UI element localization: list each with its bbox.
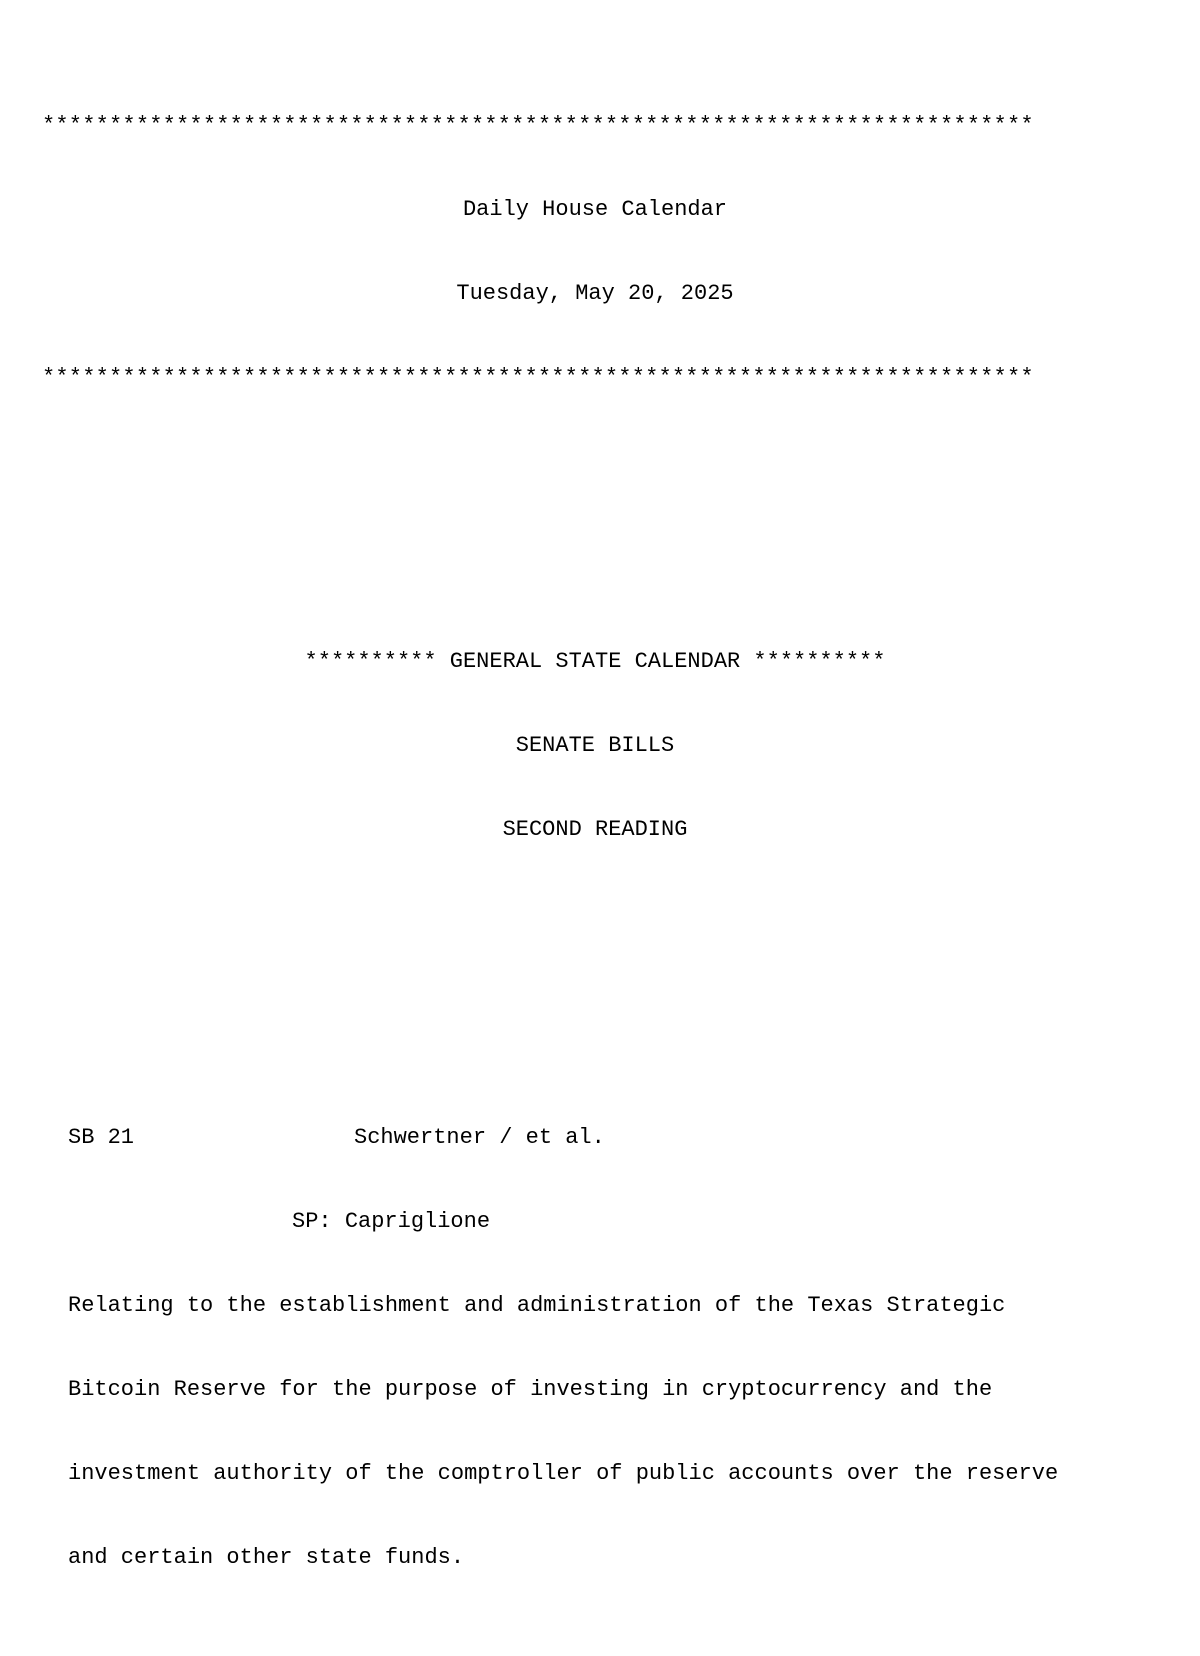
calendar-document <box>42 56 1192 1656</box>
bill-author: Schwertner / et al. <box>354 1125 605 1150</box>
bill-caption-line: investment authority of the comptroller of public accounts over the reserve <box>68 1461 1059 1486</box>
bill-sponsor-row <box>68 1208 1192 1236</box>
section-reading: SECOND READING <box>502 817 688 842</box>
bill-number: SB 21 <box>68 1125 135 1150</box>
section-title: ********** GENERAL STATE CALENDAR ********** <box>304 649 886 674</box>
bill-caption-line: and certain other state funds. <box>68 1545 465 1570</box>
header-stars-top: ************************************************************************** <box>42 113 1034 138</box>
calendar-date: Tuesday, May 20, 2025 <box>456 281 734 306</box>
sponsor-label: SP: <box>292 1209 332 1234</box>
bill-caption-line: Bitcoin Reserve for the purpose of investing in cryptocurrency and the <box>68 1377 993 1402</box>
bill-header-row <box>68 1124 1192 1152</box>
spacer <box>42 476 1192 564</box>
header-stars-bottom: ************************************************************************** <box>42 365 1034 390</box>
bill-caption-line: Relating to the establishment and administration of the Texas Strategic <box>68 1293 1006 1318</box>
calendar-title: Daily House Calendar <box>462 197 728 222</box>
spacer <box>42 928 1192 984</box>
bill-entry <box>68 1068 1192 1628</box>
section-subtitle: SENATE BILLS <box>515 733 675 758</box>
bill-sponsor: Capriglione <box>344 1209 491 1234</box>
